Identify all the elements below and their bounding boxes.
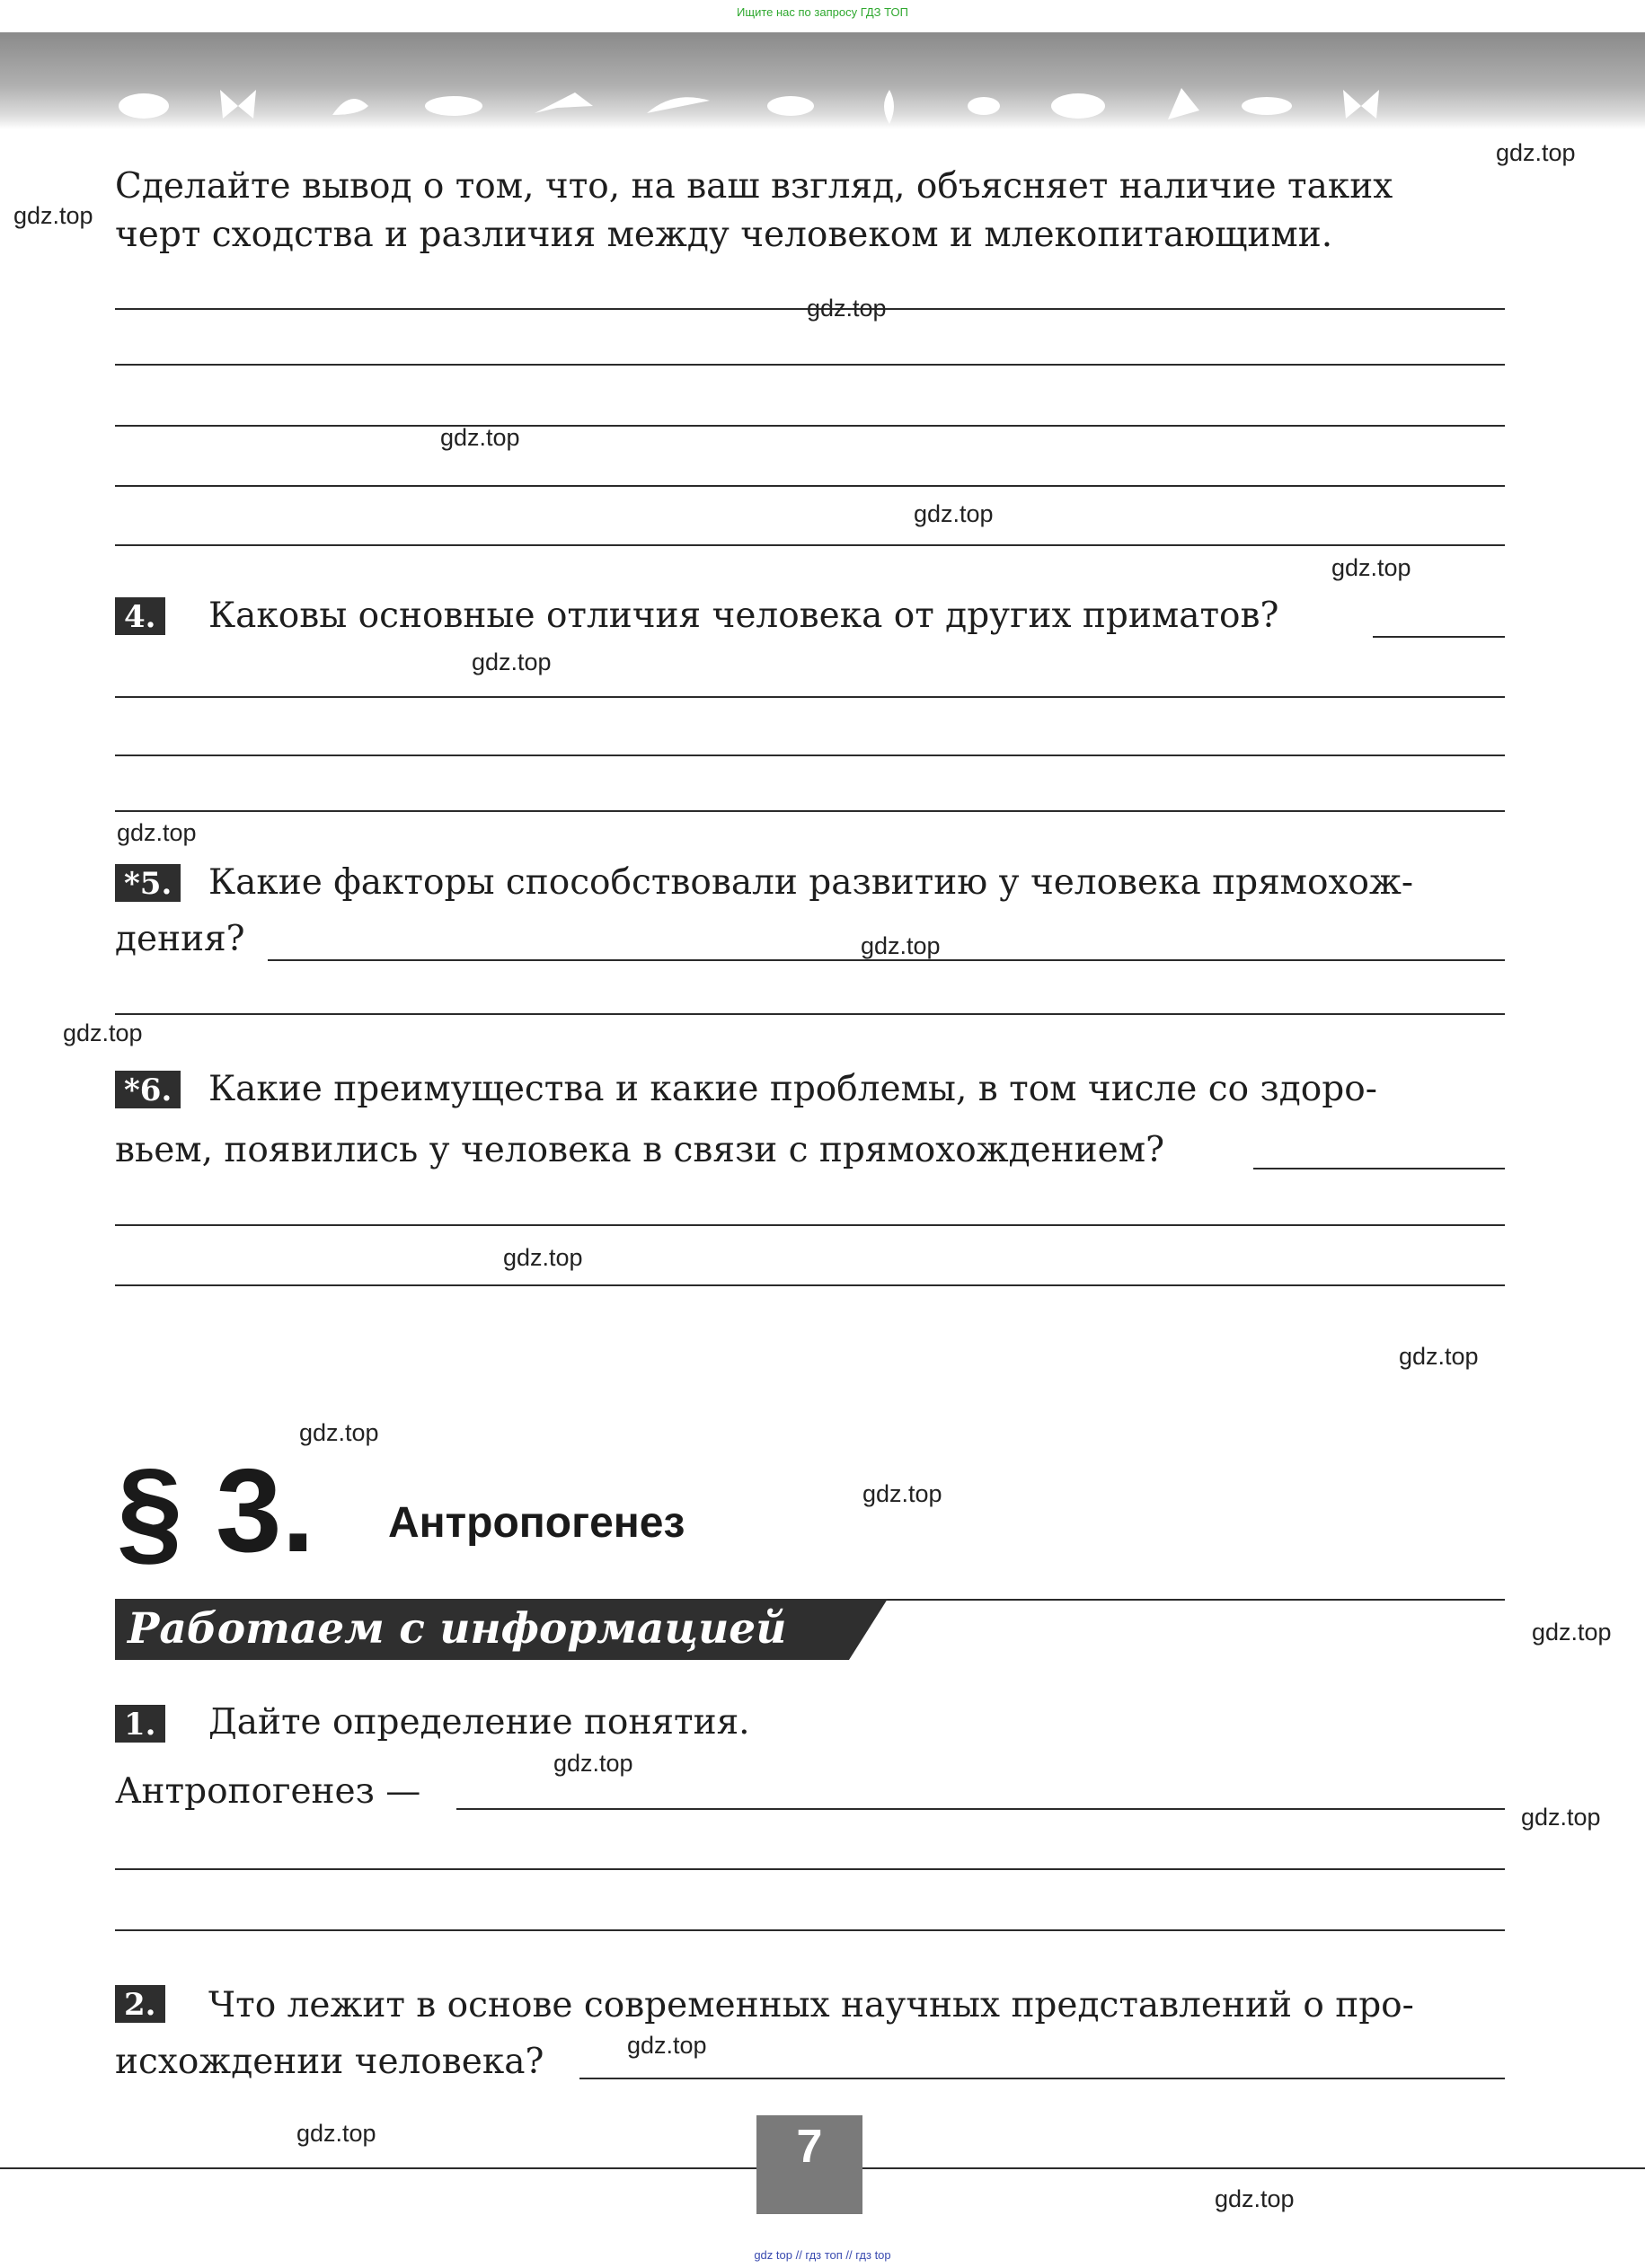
wolf-icon: [767, 96, 814, 116]
answer-line[interactable]: [115, 755, 1505, 756]
answer-line[interactable]: [115, 364, 1505, 366]
bird-icon: [535, 93, 593, 113]
question-5-line-2: дения?: [115, 919, 245, 959]
watermark: gdz.top: [914, 500, 994, 527]
question-number-1: 1.: [115, 1705, 165, 1743]
answer-line[interactable]: [115, 1284, 1505, 1286]
deer-icon: [1242, 97, 1292, 115]
watermark: gdz.top: [117, 819, 197, 846]
question-number-6: *6.: [115, 1071, 181, 1108]
dolphin-icon: [647, 97, 710, 113]
page-number: 7: [796, 2121, 823, 2173]
watermark: gdz.top: [1215, 2185, 1295, 2212]
kangaroo-icon: [1168, 88, 1199, 119]
question-5-line-1: Какие факторы способствовали развитию у человека прямохож-: [208, 862, 1414, 903]
bison-icon: [119, 93, 169, 119]
butterfly-icon: [220, 90, 256, 119]
definition-label: Антропогенез —: [115, 1771, 421, 1812]
answer-line[interactable]: [115, 1224, 1505, 1226]
watermark: gdz.top: [862, 1480, 942, 1507]
question-6-line-2: вьем, появились у человека в связи с прямохождением?: [115, 1130, 1164, 1170]
section-title: Антропогенез: [388, 1499, 685, 1547]
watermark: gdz.top: [472, 649, 552, 675]
intro-line-2: черт сходства и различия между человеком и млекопитающими.: [115, 215, 1333, 255]
watermark: gdz.top: [503, 1244, 583, 1271]
watermark: gdz.top: [440, 424, 520, 451]
animal-silhouettes: [108, 79, 1545, 133]
section-banner-text: Работаем с информацией: [128, 1604, 787, 1654]
answer-line[interactable]: [115, 810, 1505, 812]
watermark: gdz.top: [299, 1419, 379, 1446]
question-2-line-1: Что лежит в основе современных научных представлений о про-: [208, 1985, 1414, 2025]
watermark: gdz.top: [1399, 1343, 1479, 1370]
answer-line[interactable]: [456, 1808, 1505, 1810]
watermark: gdz.top: [1496, 139, 1576, 166]
watermark: gdz.top: [296, 2120, 376, 2147]
question-4-text: Каковы основные отличия человека от других приматов?: [208, 596, 1279, 636]
horse-icon: [425, 96, 482, 116]
answer-line[interactable]: [579, 2078, 1505, 2079]
intro-line-1: Сделайте вывод о том, что, на ваш взгляд, объясняет наличие таких: [115, 166, 1393, 207]
question-number-5: *5.: [115, 864, 181, 902]
watermark: gdz.top: [1331, 554, 1411, 581]
question-number-4: 4.: [115, 597, 165, 635]
answer-line[interactable]: [115, 485, 1505, 487]
answer-line[interactable]: [115, 425, 1505, 427]
watermark: gdz.top: [861, 932, 941, 959]
watermark: gdz.top: [1521, 1804, 1601, 1831]
watermark: gdz.top: [13, 202, 93, 229]
answer-line[interactable]: [115, 696, 1505, 698]
watermark: gdz.top: [807, 295, 887, 322]
watermark: gdz.top: [553, 1750, 633, 1777]
answer-line[interactable]: [115, 1868, 1505, 1870]
scorpion-icon: [332, 99, 368, 115]
watermark: gdz.top: [63, 1019, 143, 1046]
bee-icon: [968, 97, 1000, 115]
answer-line[interactable]: [115, 544, 1505, 546]
answer-line[interactable]: [115, 1929, 1505, 1931]
answer-line[interactable]: [1373, 636, 1505, 638]
watermark: gdz.top: [1532, 1619, 1612, 1646]
bottom-note: gdz top // гдз топ // гдз top: [754, 2248, 891, 2262]
section-sign: § 3.: [117, 1444, 315, 1576]
question-6-line-1: Какие преимущества и какие проблемы, в том числе со здоро-: [208, 1069, 1377, 1109]
top-note: Ищите нас по запросу ГДЗ ТОП: [737, 5, 908, 19]
penguin-icon: [884, 90, 894, 124]
question-number-2: 2.: [115, 1985, 165, 2023]
answer-line[interactable]: [115, 1013, 1505, 1015]
question-1-text: Дайте определение понятия.: [208, 1702, 750, 1743]
watermark: gdz.top: [627, 2032, 707, 2059]
bull-icon: [1051, 93, 1105, 119]
butterfly-2-icon: [1343, 90, 1379, 119]
question-2-line-2: исхождении человека?: [115, 2042, 544, 2082]
answer-line[interactable]: [1253, 1168, 1505, 1169]
